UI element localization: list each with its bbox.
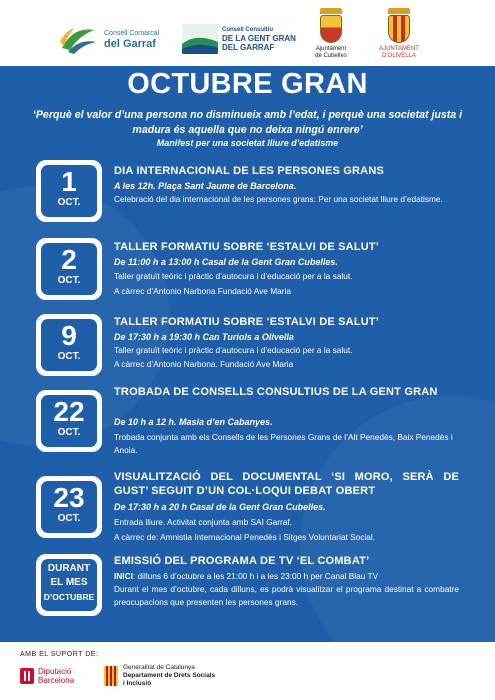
logos-header xyxy=(0,0,495,66)
event-description: Taller gratuït teòric i pràctic d’autocura i d’educació per a la salut. xyxy=(114,345,353,355)
event-title: VISUALITZACIÓ DEL DOCUMENTAL ‘SI MORO, SERÀ DE GUST’ SEGUIT D’UN COL·LOQUI DEBAT OBERT xyxy=(114,471,459,497)
event-title: TALLER FORMATIU SOBRE ‘ESTALVI DE SALUT’ xyxy=(114,316,380,328)
tv-start-text: : dilluns 6 d’octubre a les 21:00 h i a les 23:00 h per Canal Blau TV xyxy=(132,571,379,581)
event-when: De 17:30 h a 20 h Casal de la Gent Gran Cubelles. xyxy=(114,502,326,512)
cubelles-shield-icon xyxy=(320,15,342,43)
ajuntament-olivella-logo xyxy=(381,8,417,60)
garraf-line1: Consell Comarcal xyxy=(104,29,160,37)
consell-line1: Consell Consultiu xyxy=(222,26,273,33)
date-month: OCT. xyxy=(57,351,81,362)
date-box xyxy=(36,238,102,300)
date-day: 22 xyxy=(53,396,85,427)
date-month: OCT. xyxy=(57,197,81,208)
cubelles-line1: Ajuntament xyxy=(315,46,347,52)
event-when: De 17:30 h a 19:30 h Can Turiols a Olivella xyxy=(114,332,294,342)
tv-start-label: INICI xyxy=(114,571,133,581)
event-when: De 11:00 h a 13:00 h Casal de la Gent Gran Cubelles. xyxy=(114,257,338,267)
support-label: AMB EL SUPORT DE: xyxy=(20,651,99,658)
date-box xyxy=(36,390,102,452)
event-speaker: A càrrec de: Amnistia Internacional Penedès i Sitges Voluntariat Social. xyxy=(114,532,376,542)
event-title: DIA INTERNACIONAL DE LES PERSONES GRANS xyxy=(114,165,384,177)
page-title: OCTUBRE GRAN xyxy=(127,68,368,100)
consell-consultiu-logo xyxy=(182,24,296,54)
subtitle-quote: ‘Perquè el valor d’una persona no disminueix amb l’edat, i perquè una societat justa i madura és aquella que no deixa ningú enrere’ xyxy=(32,109,463,136)
date-day: 9 xyxy=(61,320,77,351)
generalitat-line1: Generalitat de Catalunya xyxy=(123,664,195,671)
date-word: EL MES xyxy=(50,577,88,588)
date-month: OCT. xyxy=(57,513,81,524)
consell-line2: DE LA GENT GRAN xyxy=(222,33,296,43)
event-speaker: A càrrec d’Antonio Narbona. Fundació Ave Maria xyxy=(114,359,294,369)
event-title: TROBADA DE CONSELLS CONSULTIUS DE LA GENT GRAN xyxy=(114,386,438,398)
event-speaker: A càrrec d’Antonio Narbona Fundació Ave Maria xyxy=(114,286,291,296)
cubelles-line2: de Cubelles xyxy=(315,53,347,59)
event-title: TALLER FORMATIU SOBRE ‘ESTALVI DE SALUT’ xyxy=(114,241,380,253)
event-description: Trobada conjunta amb els Consells de les Persones Grans de l’Alt Penedès, Baix Penedès i Anoia. xyxy=(114,432,453,455)
diputacio-line2: Barcelona xyxy=(38,676,75,685)
event-description: Durant el mes d’octubre, cada dilluns, es podrà visualitzar el programa destinat a combatre preocupacions que presenten les persones grans. xyxy=(114,584,459,607)
date-day: 23 xyxy=(53,482,85,513)
olivella-line1: AJUNTAMENT xyxy=(379,46,419,52)
date-word: D’OCTUBRE xyxy=(43,592,95,602)
event-description: Entrada lliure. Activitat conjunta amb SAI Garraf. xyxy=(114,517,293,527)
diputacio-icon xyxy=(20,668,34,684)
olivella-shield-icon xyxy=(388,15,410,43)
date-box xyxy=(36,314,102,376)
crown-icon xyxy=(388,8,410,14)
date-box xyxy=(36,554,102,616)
ajuntament-cubelles-logo xyxy=(313,8,349,60)
date-day: 2 xyxy=(61,244,77,275)
date-box xyxy=(36,160,102,222)
date-month: OCT. xyxy=(57,427,81,438)
senyera-icon xyxy=(104,666,118,686)
consell-line3: DEL GARRAF xyxy=(222,42,275,52)
consell-landscape-icon xyxy=(182,24,218,54)
event-title: EMISSIÓ DEL PROGRAMA DE TV ‘EL COMBAT’ xyxy=(114,555,370,567)
generalitat-line3: i Inclusió xyxy=(123,680,152,687)
manifest-line: Manifest per una societat lliure d’edatisme xyxy=(156,138,339,148)
generalitat-logo xyxy=(104,664,215,688)
tv-start xyxy=(114,570,459,583)
diputacio-barcelona-logo xyxy=(20,667,74,685)
garraf-line2: del Garraf xyxy=(104,37,156,50)
diputacio-line1: Diputació xyxy=(38,667,72,676)
program-panel xyxy=(0,66,495,642)
crown-icon xyxy=(320,8,342,14)
generalitat-line2: Departament de Drets Socials xyxy=(123,672,216,679)
date-word: DURANT xyxy=(47,563,91,574)
event-when: De 10 h a 12 h. Masia d’en Cabanyes. xyxy=(114,417,273,427)
garraf-leaf-icon xyxy=(58,22,98,56)
date-day: 1 xyxy=(61,166,77,197)
olivella-line2: D'OLIVELLA xyxy=(382,53,416,59)
event-description: Celebració del dia internacional de les persones grans: Per una societat lliure d’edatisme. xyxy=(114,194,443,204)
consell-comarcal-garraf-logo xyxy=(58,22,159,56)
date-month: OCT. xyxy=(57,275,81,286)
date-box xyxy=(36,476,102,538)
event-when: A les 12h. Plaça Sant Jaume de Barcelona. xyxy=(114,181,297,191)
event-description: Taller gratuït teòric i pràctic d’autocura i d’educació per a la salut. xyxy=(114,271,353,281)
